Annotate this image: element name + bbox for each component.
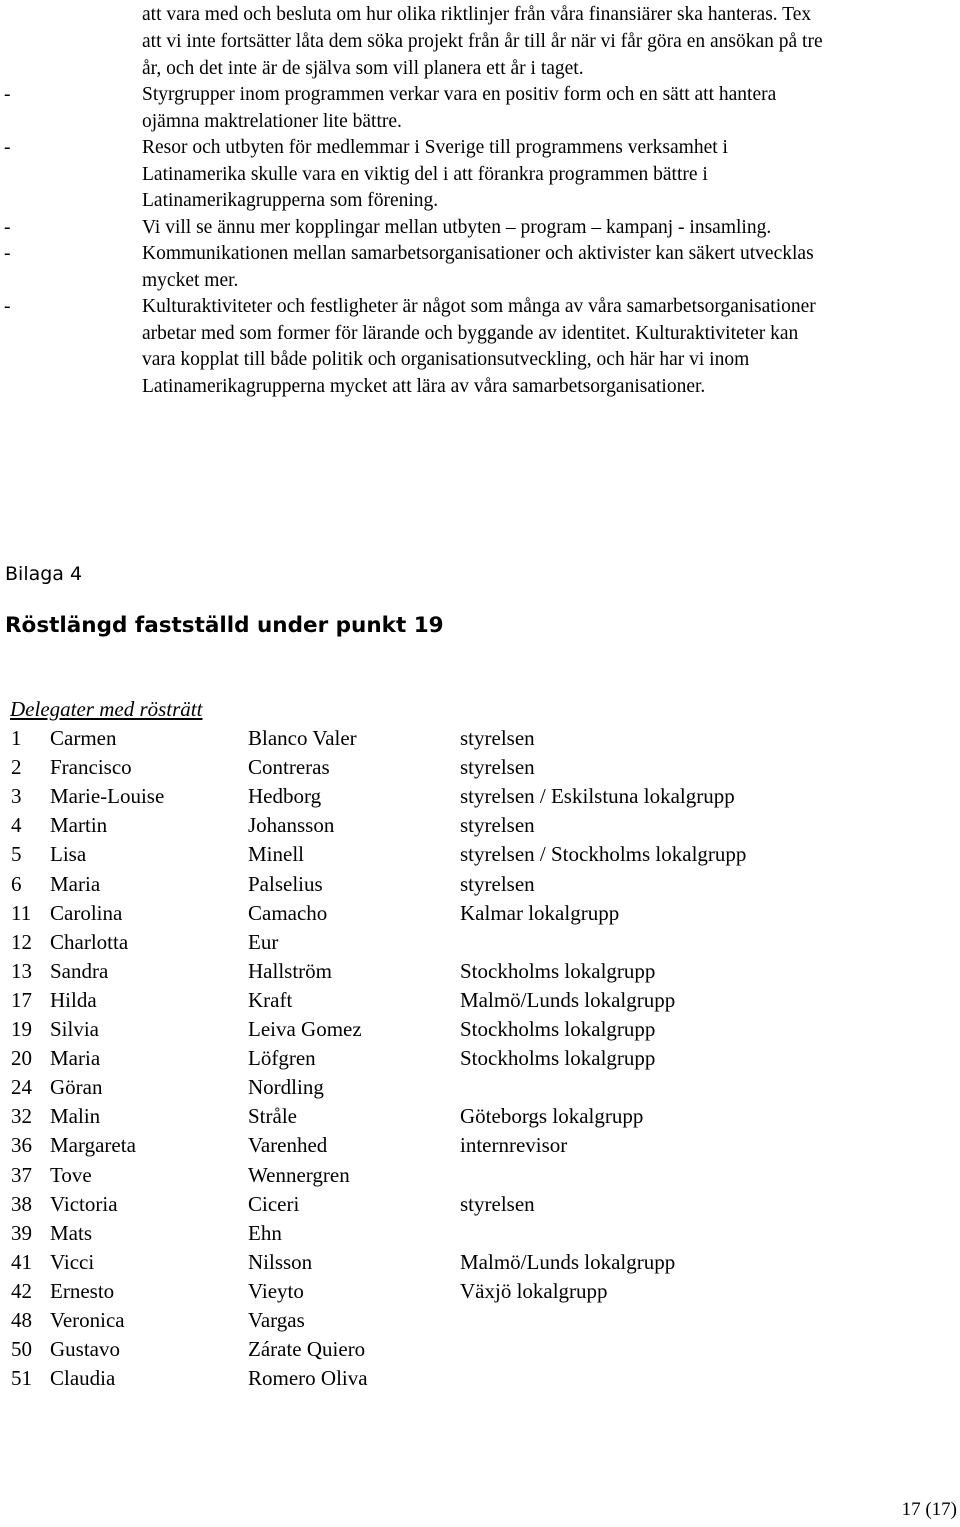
intro-line: att vi inte fortsätter låta dem söka projekt från år till år när vi får göra en ansökan på tre	[142, 31, 823, 52]
delegate-row	[0, 724, 960, 753]
delegate-role: Malmö/Lunds lokalgrupp	[460, 987, 676, 1012]
delegate-row	[0, 986, 960, 1015]
bullet-line: mycket mer.	[142, 269, 239, 291]
delegate-row	[0, 1306, 960, 1335]
delegate-role: internrevisor	[460, 1133, 568, 1158]
delegate-number: 24	[11, 1075, 32, 1100]
delegate-last-name: Nilsson	[248, 1249, 313, 1274]
delegate-row	[0, 1131, 960, 1160]
delegate-first-name: Vicci	[50, 1249, 95, 1274]
delegate-row	[0, 811, 960, 840]
delegate-last-name: Leiva Gomez	[248, 1017, 362, 1041]
delegate-number: 12	[11, 929, 32, 954]
delegate-row	[0, 840, 960, 869]
delegate-role: Stockholms lokalgrupp	[460, 958, 656, 983]
delegate-first-name: Tove	[50, 1162, 92, 1187]
delegate-role: styrelsen	[460, 1191, 535, 1216]
delegate-row	[0, 1335, 960, 1364]
bullet-line: Kulturaktiviteter och festligheter är något som många av våra samarbetsorganisationer	[142, 296, 816, 317]
delegate-first-name: Claudia	[50, 1366, 116, 1391]
delegate-row	[0, 753, 960, 782]
bullet-line: Latinamerika skulle vara en viktig del i att förankra programmen bättre i	[142, 163, 708, 185]
delegate-number: 41	[11, 1249, 32, 1274]
delegate-role: Kalmar lokalgrupp	[460, 900, 620, 925]
delegate-number: 37	[11, 1162, 32, 1187]
delegate-first-name: Martin	[50, 813, 108, 838]
delegate-row	[0, 1073, 960, 1102]
intro-line: år, och det inte är de själva som vill planera ett år i taget.	[142, 58, 584, 79]
bullet-marker: -	[4, 243, 11, 264]
delegate-row	[0, 957, 960, 986]
delegate-first-name: Mats	[50, 1220, 92, 1245]
delegate-row	[0, 1044, 960, 1073]
delegate-role: Stockholms lokalgrupp	[460, 1017, 656, 1041]
delegate-first-name: Sandra	[50, 958, 109, 983]
delegate-role: styrelsen	[460, 726, 535, 750]
delegate-first-name: Veronica	[50, 1308, 125, 1332]
delegate-number: 1	[11, 726, 22, 750]
delegate-role: styrelsen / Stockholms lokalgrupp	[460, 842, 747, 867]
delegate-number: 38	[11, 1191, 32, 1216]
appendix-label: Bilaga 4	[5, 563, 83, 585]
page-title: Röstlängd fastställd under punkt 19	[5, 613, 444, 638]
delegate-first-name: Gustavo	[50, 1337, 120, 1362]
delegate-last-name: Romero Oliva	[248, 1366, 368, 1391]
delegate-last-name: Varenhed	[248, 1133, 328, 1158]
delegate-number: 42	[11, 1278, 32, 1303]
delegate-number: 20	[11, 1046, 32, 1071]
delegate-role: Växjö lokalgrupp	[460, 1278, 608, 1303]
delegate-last-name: Stråle	[248, 1104, 297, 1129]
page-number: 17 (17)	[901, 1499, 957, 1520]
delegate-last-name: Vieyto	[248, 1278, 304, 1303]
bullet-line: Latinamerikagrupperna som förening.	[142, 190, 439, 212]
delegate-first-name: Göran	[50, 1075, 103, 1100]
bullet-line: Resor och utbyten för medlemmar i Sverige till programmens verksamhet i	[142, 137, 728, 158]
delegate-first-name: Ernesto	[50, 1278, 115, 1303]
delegate-number: 32	[11, 1104, 32, 1129]
delegate-last-name: Palselius	[248, 871, 323, 896]
bullet-line: arbetar med som former för lärande och byggande av identitet. Kulturaktiviteter kan	[142, 322, 799, 344]
delegate-last-name: Löfgren	[248, 1046, 316, 1071]
delegate-first-name: Carolina	[50, 900, 123, 925]
delegate-last-name: Zárate Quiero	[248, 1337, 366, 1362]
delegate-role: Stockholms lokalgrupp	[460, 1046, 656, 1071]
delegate-last-name: Kraft	[248, 987, 293, 1012]
delegate-first-name: Maria	[50, 871, 101, 896]
delegate-last-name: Hedborg	[248, 784, 322, 809]
bullet-line: ojämna maktrelationer lite bättre.	[142, 110, 402, 132]
delegate-last-name: Minell	[248, 842, 304, 867]
delegate-number: 19	[11, 1017, 32, 1041]
bullet-marker: -	[4, 84, 11, 105]
delegate-last-name: Ciceri	[248, 1191, 300, 1216]
delegate-first-name: Marie-Louise	[50, 784, 165, 809]
delegate-row	[0, 1277, 960, 1306]
delegate-last-name: Nordling	[248, 1075, 324, 1100]
delegate-first-name: Francisco	[50, 755, 132, 780]
bullet-line: Vi vill se ännu mer kopplingar mellan utbyten – program – kampanj - insamling.	[142, 217, 772, 238]
delegate-last-name: Hallström	[248, 958, 332, 983]
delegate-number: 2	[11, 755, 22, 780]
delegate-number: 3	[11, 784, 22, 809]
intro-line: att vara med och besluta om hur olika riktlinjer från våra finansiärer ska hanteras. Tex	[142, 4, 812, 25]
bullet-line: Styrgrupper inom programmen verkar vara en positiv form och en sätt att hantera	[142, 84, 777, 105]
delegate-number: 51	[11, 1366, 32, 1391]
bullet-marker: -	[4, 217, 11, 238]
delegate-row	[0, 1102, 960, 1131]
delegate-row	[0, 928, 960, 957]
delegate-row	[0, 1364, 960, 1393]
delegate-role: Malmö/Lunds lokalgrupp	[460, 1249, 676, 1274]
delegate-number: 11	[11, 900, 32, 925]
delegate-role: styrelsen	[460, 755, 535, 780]
delegate-row	[0, 1219, 960, 1248]
delegate-role: Göteborgs lokalgrupp	[460, 1104, 644, 1129]
bullet-marker: -	[4, 296, 11, 317]
section-subheading: Delegater med rösträtt	[10, 697, 203, 721]
delegate-first-name: Carmen	[50, 726, 117, 750]
delegate-role: styrelsen / Eskilstuna lokalgrupp	[460, 784, 735, 809]
delegate-last-name: Contreras	[248, 755, 330, 780]
delegate-number: 17	[11, 987, 32, 1012]
delegate-row	[0, 1248, 960, 1277]
delegate-row	[0, 1015, 960, 1044]
bullet-line: vara kopplat till både politik och organisationsutveckling, och här har vi inom	[142, 349, 750, 371]
delegate-last-name: Vargas	[248, 1308, 305, 1332]
delegate-row	[0, 1161, 960, 1190]
delegate-row	[0, 870, 960, 899]
bullet-marker: -	[4, 137, 11, 158]
delegate-first-name: Margareta	[50, 1133, 136, 1158]
delegate-role: styrelsen	[460, 871, 535, 896]
delegate-last-name: Ehn	[248, 1220, 282, 1245]
delegate-number: 50	[11, 1337, 32, 1362]
delegate-role: styrelsen	[460, 813, 535, 838]
delegate-row	[0, 899, 960, 928]
delegate-first-name: Hilda	[50, 987, 97, 1012]
bullet-line: Latinamerikagrupperna mycket att lära av våra samarbetsorganisationer.	[142, 375, 706, 397]
delegate-number: 4	[11, 813, 22, 838]
delegate-number: 5	[11, 842, 22, 867]
delegate-first-name: Charlotta	[50, 929, 129, 954]
delegate-last-name: Johansson	[248, 813, 335, 838]
delegate-first-name: Malin	[50, 1104, 101, 1129]
delegate-number: 39	[11, 1220, 32, 1245]
delegate-number: 6	[11, 871, 22, 896]
delegate-first-name: Lisa	[50, 842, 87, 867]
delegate-first-name: Victoria	[50, 1191, 118, 1216]
delegate-last-name: Wennergren	[248, 1162, 350, 1187]
delegate-first-name: Silvia	[50, 1017, 100, 1041]
delegate-row	[0, 782, 960, 811]
delegate-last-name: Camacho	[248, 900, 328, 925]
delegate-number: 13	[11, 958, 32, 983]
delegate-last-name: Eur	[248, 929, 279, 954]
delegate-last-name: Blanco Valer	[248, 726, 357, 750]
delegate-number: 48	[11, 1308, 32, 1332]
delegate-row	[0, 1190, 960, 1219]
delegate-number: 36	[11, 1133, 32, 1158]
delegate-first-name: Maria	[50, 1046, 101, 1071]
bullet-line: Kommunikationen mellan samarbetsorganisationer och aktivister kan säkert utvecklas	[142, 243, 814, 264]
